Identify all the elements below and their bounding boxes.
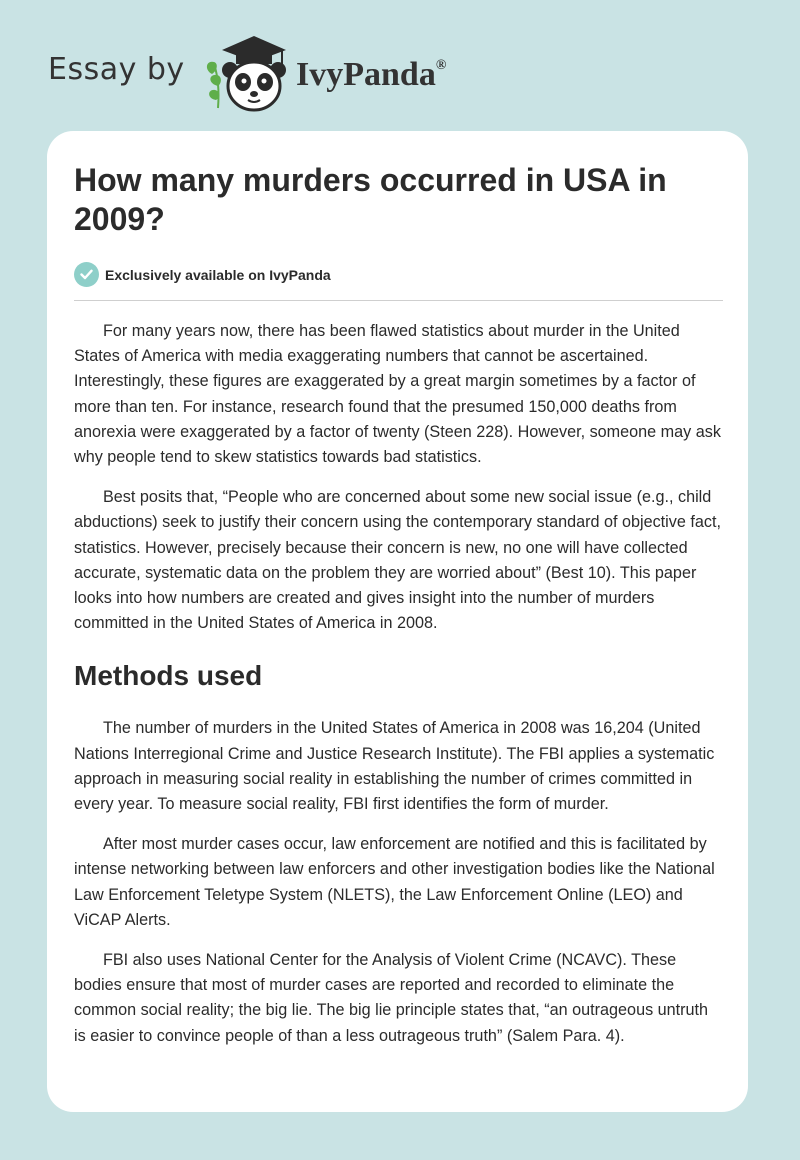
essay-content [74, 161, 724, 1049]
paragraph: FBI also uses National Center for the Analysis of Violent Crime (NCAVC). These bodies ensure that most of murder cases are reported and recorded to eliminate the common social reality; the big lie. The big lie principle states that, “an outrageous untruth is easier to convince people of than a less outrageous truth” (Salem Para. 4). [74, 951, 709, 1045]
exclusive-badge [74, 262, 724, 287]
brand-name[interactable]: IvyPanda® [296, 56, 447, 93]
paragraph: After most murder cases occur, law enforcement are notified and this is facilitated by intense networking between law enforcers and other investigation bodies like the National Law Enforcement Teletype System (NLETS), the Law Enforcement Online (LEO) and ViCAP Alerts. [74, 835, 715, 929]
divider [74, 300, 723, 301]
site-header [48, 30, 548, 114]
essay-by-label: Essay by [48, 52, 185, 87]
panda-logo-icon[interactable] [202, 30, 294, 114]
paragraph: For many years now, there has been flawed statistics about murder in the United States of America with media exaggerating numbers that cannot be ascertained. Interestingly, these figures are exaggerated by a great margin sometimes by a factor of more than ten. For instance, research found that the presumed 150,000 deaths from anorexia were exaggerated by a factor of twenty (Steen 228). However, someone may ask why people tend to skew statistics towards bad statistics. [74, 322, 721, 467]
paragraph: Best posits that, “People who are concerned about some new social issue (e.g., child abductions) seek to justify their concern using the contemporary standard of objective fact, statistics. However, precisely because their concern is new, no one will have collected accurate, systematic data on the problem they are worried about” (Best 10). This paper looks into how numbers are created and gives insight into the number of murders committed in the United States of America in 2008. [74, 488, 721, 633]
essay-card [47, 131, 748, 1112]
page-title: How many murders occurred in USA in 2009? [74, 162, 667, 237]
registered-mark: ® [435, 57, 447, 73]
paragraph: The number of murders in the United States of America in 2008 was 16,204 (United Nations Interregional Crime and Justice Research Institute). The FBI applies a systematic approach in measuring social reality in establishing the number of crimes committed in every year. To measure social reality, FBI first identifies the form of murder. [74, 719, 715, 814]
section-heading: Methods used [74, 660, 263, 692]
exclusive-badge-label: Exclusively available on IvyPanda [105, 266, 331, 283]
ivy-leaf-icon [207, 62, 221, 108]
check-icon [74, 262, 99, 287]
